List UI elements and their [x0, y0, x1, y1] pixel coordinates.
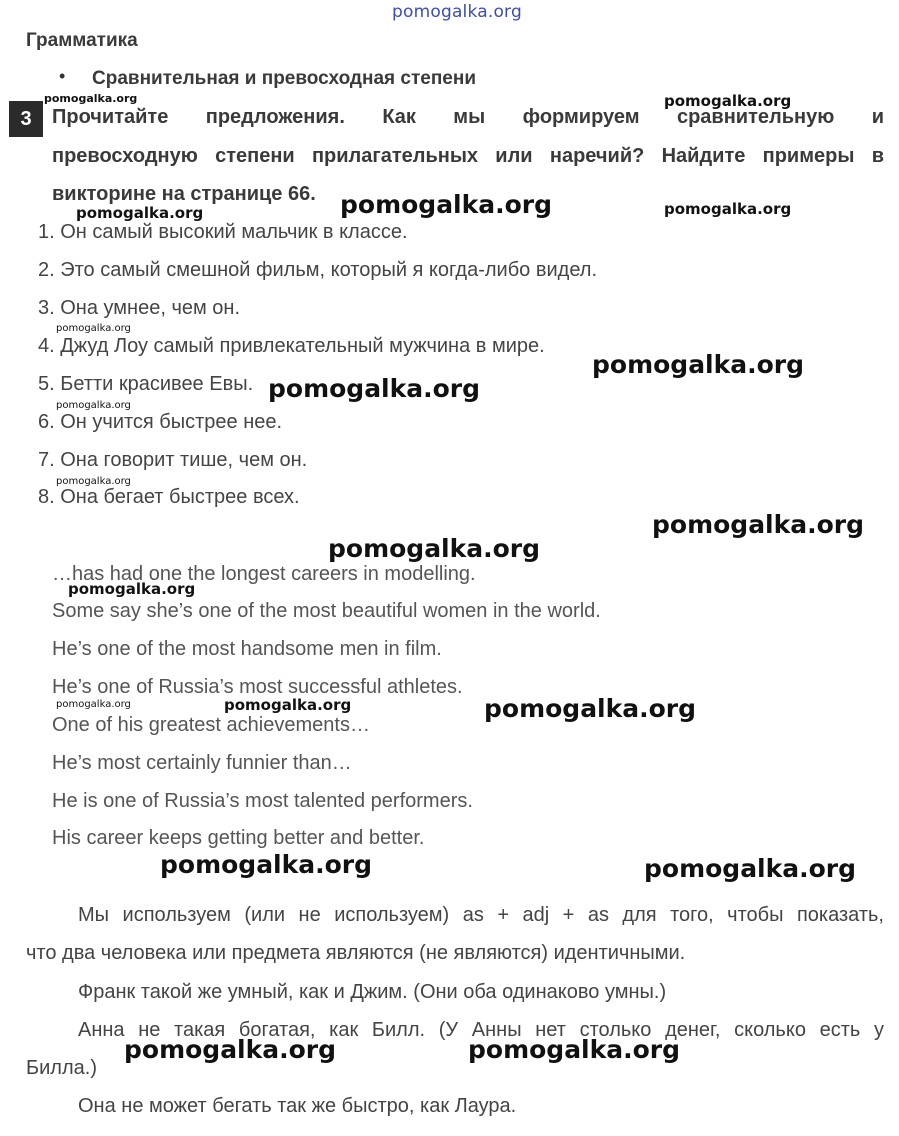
sentence-item: 3. Она умнее, чем он.: [38, 297, 241, 319]
explanation-line-2: что два человека или предмета являются (не являются) идентичными.: [26, 942, 686, 964]
watermark: pomogalka.org: [484, 694, 697, 723]
watermark: pomogalka.org: [328, 534, 541, 563]
sentence-item: 7. Она говорит тише, чем он.: [38, 449, 308, 471]
section-title: Грамматика: [26, 30, 138, 51]
instruction-line-2: превосходную степени прилагательных или наречий? Найдите примеры в: [52, 145, 884, 167]
sentence-item: 4. Джуд Лоу самый привлекательный мужчина в мире.: [38, 335, 545, 357]
watermark: pomogalka.org: [664, 200, 792, 218]
example-line: Some say she’s one of the most beautiful women in the world.: [52, 600, 601, 622]
watermark: pomogalka.org: [56, 323, 131, 334]
watermark: pomogalka.org: [56, 400, 131, 411]
explanation-line-3: Франк такой же умный, как и Джим. (Они оба одинаково умны.): [78, 981, 667, 1003]
example-line: His career keeps getting better and better.: [52, 827, 425, 849]
sentence-item: 1. Он самый высокий мальчик в классе.: [38, 221, 408, 243]
watermark: pomogalka.org: [68, 580, 196, 598]
watermark: pomogalka.org: [340, 190, 553, 219]
watermark: pomogalka.org: [160, 850, 373, 879]
explanation-line-5: Билла.): [26, 1057, 97, 1079]
watermark: pomogalka.org: [44, 92, 138, 105]
watermark: pomogalka.org: [224, 696, 352, 714]
example-line: He’s most certainly funnier than…: [52, 752, 352, 774]
watermark: pomogalka.org: [124, 1035, 337, 1064]
example-line: One of his greatest achievements…: [52, 714, 370, 736]
watermark: pomogalka.org: [268, 374, 481, 403]
example-line: He is one of Russia’s most talented performers.: [52, 790, 473, 812]
instruction-line-1: Прочитайте предложения. Как мы формируем сравнительную и: [52, 106, 884, 128]
explanation-line-4: Анна не такая богатая, как Билл. (У Анны нет столько денег, сколько есть у: [78, 1019, 884, 1041]
watermark: pomogalka.org: [652, 510, 865, 539]
explanation-line-1: Мы используем (или не используем) as + adj + as для того, чтобы показать,: [78, 904, 884, 926]
instruction-line-3: викторине на странице 66.: [52, 183, 316, 205]
bullet-heading: Сравнительная и превосходная степени: [92, 68, 477, 89]
sentence-item: 8. Она бегает быстрее всех.: [38, 486, 300, 508]
watermark: pomogalka.org: [592, 350, 805, 379]
sentence-item: 6. Он учится быстрее нее.: [38, 411, 283, 433]
watermark: pomogalka.org: [644, 854, 857, 883]
watermark: pomogalka.org: [76, 204, 204, 222]
bullet-icon: •: [59, 66, 66, 86]
example-line: He’s one of Russia’s most successful athletes.: [52, 676, 463, 698]
example-line: …has had one the longest careers in modelling.: [52, 563, 476, 585]
example-line: He’s one of the most handsome men in film.: [52, 638, 442, 660]
sentence-item: 5. Бетти красивее Евы.: [38, 373, 254, 395]
explanation-line-6: Она не может бегать так же быстро, как Лаура.: [78, 1095, 517, 1117]
watermark: pomogalka.org: [56, 476, 131, 487]
watermark: pomogalka.org: [664, 92, 792, 110]
watermark: pomogalka.org: [56, 699, 131, 710]
sentence-item: 2. Это самый смешной фильм, который я когда-либо видел.: [38, 259, 598, 281]
exercise-number-badge: 3: [9, 101, 43, 137]
header-watermark[interactable]: pomogalka.org: [392, 2, 522, 22]
watermark: pomogalka.org: [468, 1035, 681, 1064]
